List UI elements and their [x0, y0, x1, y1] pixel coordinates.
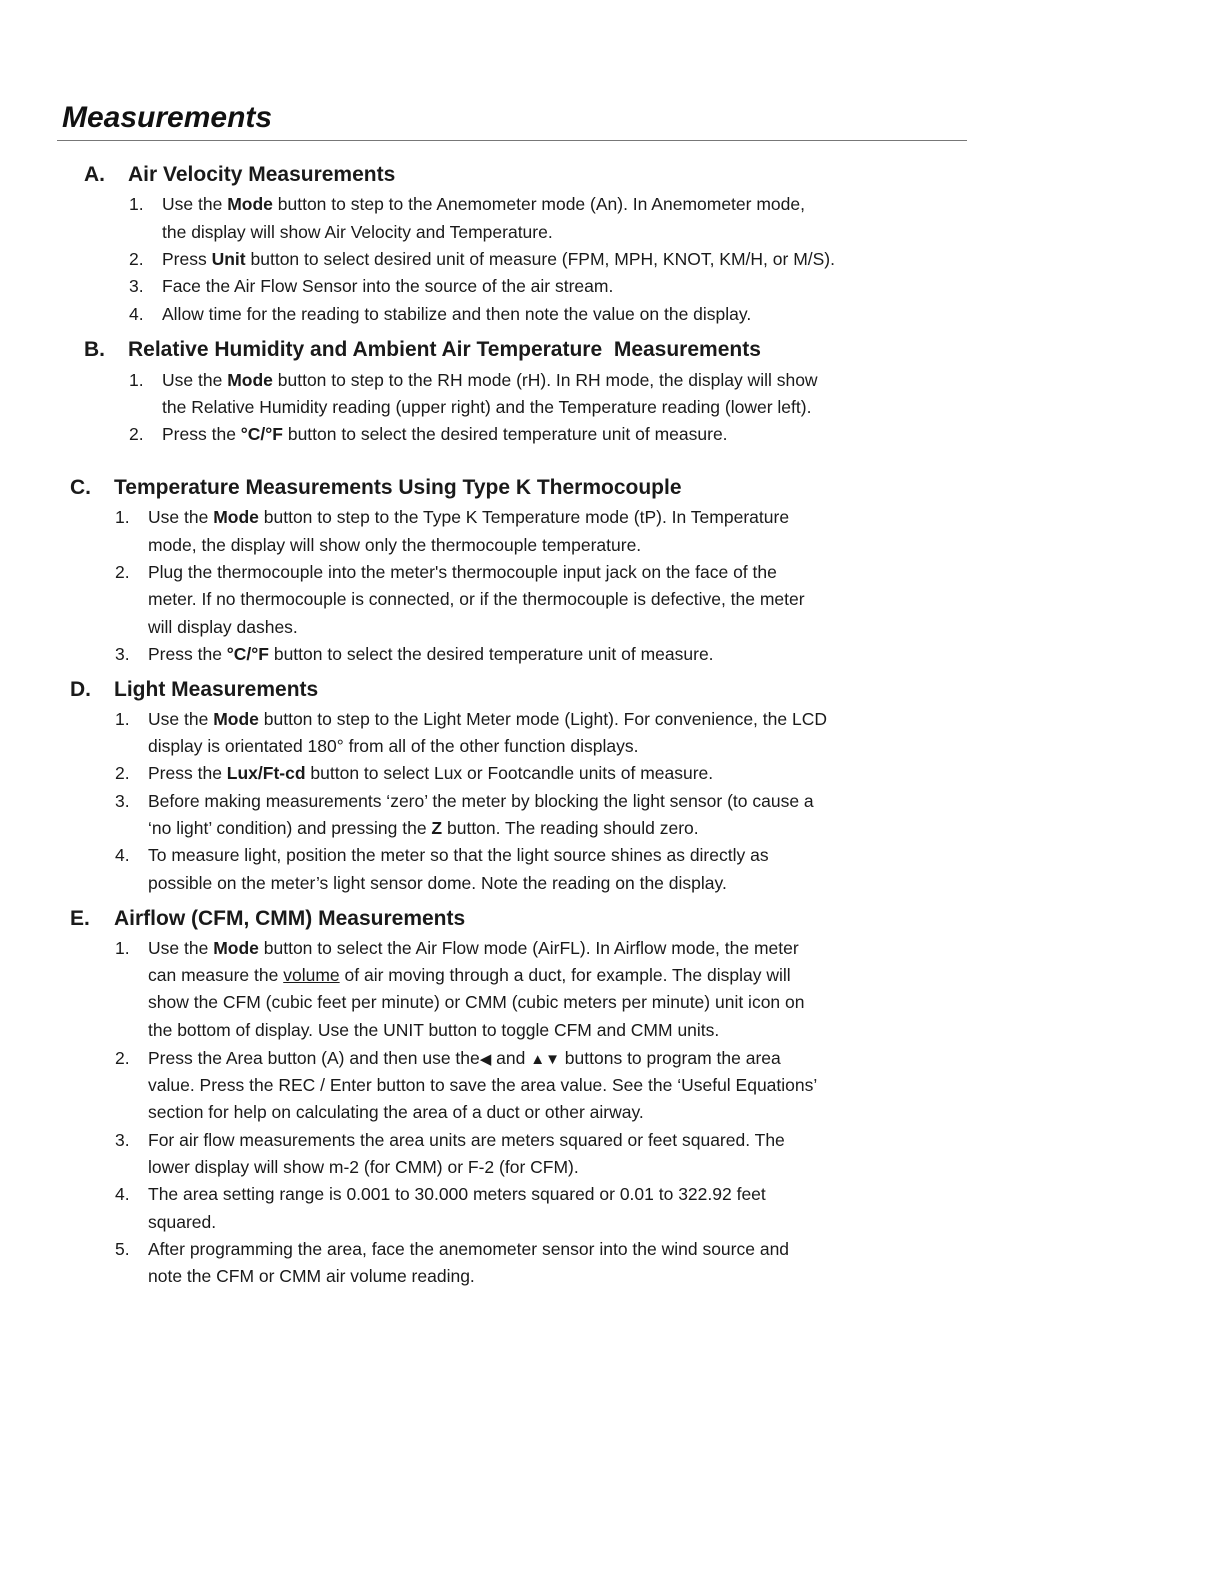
- item-number: 1.: [115, 507, 130, 527]
- item-line: Press the Lux/Ft-cd button to select Lux or Footcandle units of measure.: [148, 763, 714, 783]
- section-title: Temperature Measurements Using Type K Thermocouple: [114, 476, 682, 499]
- section-title: Relative Humidity and Ambient Air Temperature Measurements: [128, 338, 761, 361]
- item-number: 3.: [129, 276, 144, 296]
- item-number: 3.: [115, 1130, 130, 1150]
- left-triangle-icon: ◀: [479, 1051, 492, 1068]
- item-number: 2.: [115, 562, 130, 582]
- item-line: Before making measurements ‘zero’ the meter by blocking the light sensor (to cause a: [148, 791, 814, 811]
- item-line: Plug the thermocouple into the meter's thermocouple input jack on the face of the: [148, 562, 777, 582]
- item-line: For air flow measurements the area units are meters squared or feet squared. The: [148, 1130, 785, 1150]
- item-number: 2.: [115, 1048, 130, 1068]
- item-line: To measure light, position the meter so that the light source shines as directly as: [148, 845, 769, 865]
- item-line: the bottom of display. Use the UNIT button to toggle CFM and CMM units.: [148, 1020, 720, 1040]
- section-letter: B.: [84, 338, 105, 361]
- item-line: ‘no light’ condition) and pressing the Z button. The reading should zero.: [148, 818, 699, 838]
- item-line: Use the Mode button to step to the Light Meter mode (Light). For convenience, the LCD: [148, 709, 827, 729]
- page-title: Measurements: [62, 101, 273, 134]
- up-down-triangles-icon: ▲▼: [530, 1051, 560, 1068]
- section-title: Light Measurements: [114, 678, 319, 701]
- item-number: 4.: [129, 304, 144, 324]
- item-line: mode, the display will show only the thermocouple temperature.: [148, 535, 642, 555]
- item-line: Press the Area button (A) and then use the◀ and ▲▼ buttons to program the area: [148, 1048, 781, 1068]
- item-line: section for help on calculating the area of a duct or other airway.: [148, 1102, 644, 1122]
- item-line: note the CFM or CMM air volume reading.: [148, 1266, 475, 1286]
- item-number: 3.: [115, 791, 130, 811]
- item-line: Press Unit button to select desired unit of measure (FPM, MPH, KNOT, KM/H, or M/S).: [162, 249, 835, 269]
- item-line: Allow time for the reading to stabilize and then note the value on the display.: [162, 304, 752, 324]
- item-line: display is orientated 180° from all of the other function displays.: [148, 736, 639, 756]
- item-line: value. Press the REC / Enter button to save the area value. See the ‘Useful Equations’: [148, 1075, 818, 1095]
- item-line: lower display will show m-2 (for CMM) or F-2 (for CFM).: [148, 1157, 579, 1177]
- section-letter: E.: [70, 907, 90, 930]
- item-number: 1.: [129, 370, 144, 390]
- item-line: show the CFM (cubic feet per minute) or CMM (cubic meters per minute) unit icon on: [148, 992, 805, 1012]
- item-line: Use the Mode button to select the Air Flow mode (AirFL). In Airflow mode, the meter: [148, 938, 799, 958]
- item-number: 2.: [129, 424, 144, 444]
- item-line: squared.: [148, 1212, 217, 1232]
- item-line: will display dashes.: [148, 617, 298, 637]
- item-line: meter. If no thermocouple is connected, or if the thermocouple is defective, the meter: [148, 589, 805, 609]
- item-number: 1.: [115, 709, 130, 729]
- item-line: After programming the area, face the anemometer sensor into the wind source and: [148, 1239, 790, 1259]
- item-number: 4.: [115, 1184, 130, 1204]
- item-number: 3.: [115, 644, 130, 664]
- item-number: 4.: [115, 845, 130, 865]
- item-line: can measure the volume of air moving through a duct, for example. The display will: [148, 965, 791, 985]
- section-title: Air Velocity Measurements: [128, 163, 396, 186]
- item-number: 2.: [115, 763, 130, 783]
- item-number: 5.: [115, 1239, 130, 1259]
- item-line: Use the Mode button to step to the Anemometer mode (An). In Anemometer mode,: [162, 194, 805, 214]
- section-letter: C.: [70, 476, 91, 499]
- item-line: The area setting range is 0.001 to 30.000 meters squared or 0.01 to 322.92 feet: [148, 1184, 766, 1204]
- section-title: Airflow (CFM, CMM) Measurements: [114, 907, 466, 930]
- item-number: 2.: [129, 249, 144, 269]
- item-line: Press the °C/°F button to select the desired temperature unit of measure.: [162, 424, 728, 444]
- section-letter: A.: [84, 163, 105, 186]
- item-line: Press the °C/°F button to select the desired temperature unit of measure.: [148, 644, 714, 664]
- item-line: Use the Mode button to step to the RH mode (rH). In RH mode, the display will show: [162, 370, 818, 390]
- section-letter: D.: [70, 678, 91, 701]
- item-line: Face the Air Flow Sensor into the source of the air stream.: [162, 276, 614, 296]
- item-line: the display will show Air Velocity and Temperature.: [162, 222, 553, 242]
- item-line: the Relative Humidity reading (upper right) and the Temperature reading (lower left).: [162, 397, 812, 417]
- item-line: Use the Mode button to step to the Type K Temperature mode (tP). In Temperature: [148, 507, 790, 527]
- item-number: 1.: [115, 938, 130, 958]
- title-rule: [57, 140, 967, 141]
- item-line: possible on the meter’s light sensor dome. Note the reading on the display.: [148, 873, 727, 893]
- item-number: 1.: [129, 194, 144, 214]
